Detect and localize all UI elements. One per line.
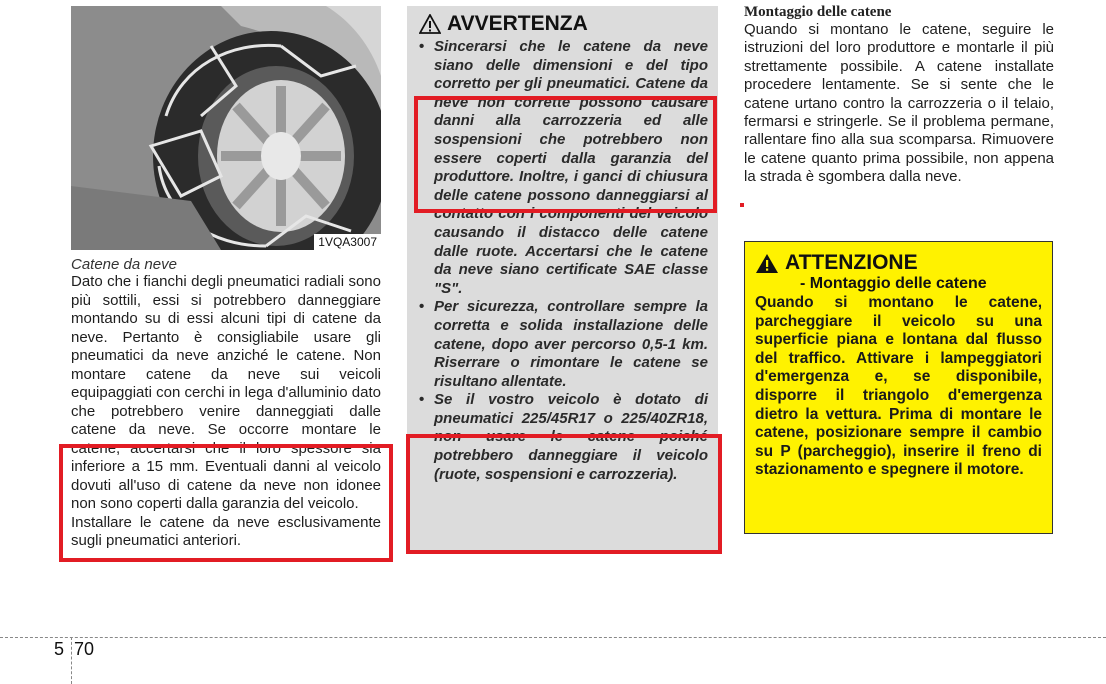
warning-item: • Sincerarsi che le catene da neve siano delle dimensioni e del tipo corretto per gli pneumatici. Catene da neve non corrette possono causare danni alla carrozzeria ed alle sospensioni che potrebbero non essere coperti dalla garanzia del produttore. Inoltre, i ganci di chiusura delle catene possono danneggiarsi al contatto con i componenti del veicolo causando il distacco delle catene dalle ruote. Accertarsi che le catene da neve siano certificate SAE classe "S". [419, 38, 708, 298]
warning-item: • Se il vostro veicolo è dotato di pneumatici 225/45R17 o 225/40ZR18, non usare le catene poiché potrebbero danneggiare il veicolo (ruote, sospensioni e carrozzeria). [419, 391, 708, 484]
warning-title [419, 12, 708, 36]
caution-triangle-icon [755, 253, 779, 274]
warning-title-text: AVVERTENZA [447, 12, 588, 35]
figure-caption: Catene da neve [71, 256, 177, 273]
page-number [54, 639, 94, 660]
tire-with-chain-image [71, 6, 381, 250]
snow-chain-illustration [71, 6, 381, 250]
caution-body: Quando si montano le catene, parcheggiare il veicolo su una superficie piana e lontana dal flusso del traffico. Attivare i lampeggiatori d'emergenza e, se disponibile, disporre il triangolo d'emergenza dietro la vettura. Prima di montare le catene, posizionare sempre il cambio su P (parcheggio), inserire il freno di stazionamento e spegnere il motore. [755, 294, 1042, 479]
section-heading: Montaggio delle catene [744, 4, 892, 20]
highlight-box-warning-2 [406, 434, 722, 554]
page-number-value: 70 [74, 639, 95, 659]
highlight-box-warning-1 [414, 96, 717, 213]
right-column [744, 4, 1054, 187]
highlight-box-left [59, 444, 393, 562]
footer-divider [0, 637, 1106, 638]
left-paragraph-2: Installare le catene da neve esclusivamente sugli pneumatici anteriori. [71, 513, 381, 549]
warning-item: • Per sicurezza, controllare sempre la corretta e solida installazione delle catene, dopo aver percorso 0,5-1 km. Riserrare o rimontare le catene se risultano allentate. [419, 298, 708, 391]
caution-box [744, 241, 1053, 534]
chapter-number: 5 [54, 639, 65, 659]
figure-code: 1VQA3007 [314, 234, 381, 250]
caution-subtitle: - Montaggio delle catene [800, 275, 987, 292]
warning-triangle-icon [419, 14, 441, 34]
right-paragraph: Quando si montano le catene, seguire le istruzioni del loro produttore e montarle il più strettamente possibile. A catene installate procedere lentamente. Se si sente che le catene urtano contro la carrozzeria o il telaio, fermarsi e stringerle. Se il problema permane, rallentare fino alla sua scomparsa. Rimuovere le catene quanto prima possibile, non appena la strada è sgombera dalla neve. [744, 21, 1054, 186]
caution-title-text: ATTENZIONE [785, 251, 918, 274]
red-marker [740, 203, 744, 207]
caution-title [755, 252, 1042, 274]
left-paragraph-1: Dato che i fianchi degli pneumatici radiali sono più sottili, essi si potrebbero danneggiare montando su di essi alcuni tipi di catene da neve. Pertanto è consigliabile usare gli pneumatici da neve anziché le catene. Non montare catene da neve sui veicoli equipaggiati con cerchi in lega d'alluminio dato che potrebbero venire danneggiati dalle catene da neve. Se occorre montare le catene, accertarsi che il loro spessore sia inferiore a 15 mm. Eventuali danni al veicolo dovuti all'uso di catene da neve non idonee non sono coperti dalla garanzia del veicolo. [71, 273, 381, 512]
